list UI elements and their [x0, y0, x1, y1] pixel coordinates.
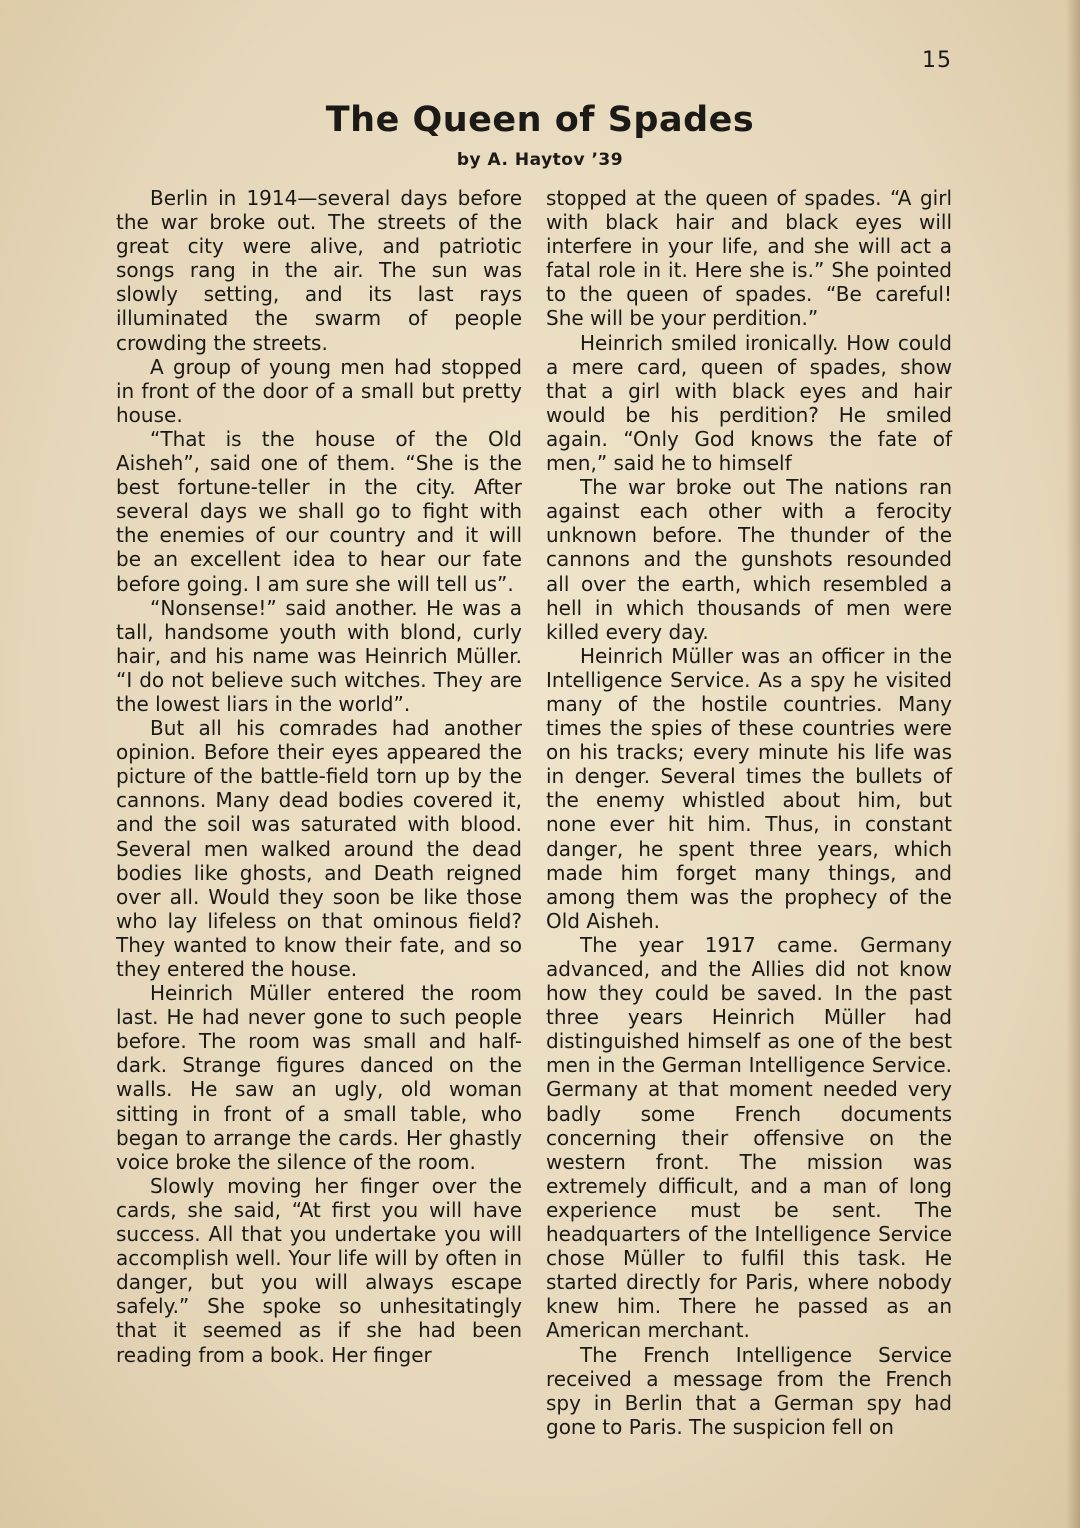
- paragraph-continuation: stopped at the queen of spades. “A girl with black hair and black eyes will interfere in your life, and she will act a fatal role in it. Here she is.” She pointed to the queen of spades. “Be careful! She will be your perdition.”: [546, 186, 952, 331]
- paragraph: Heinrich Müller entered the room last. He had never gone to such people before. The room was small and half-dark. Strange figures danced on the walls. He saw an ugly, old woman sitting in front of a small table, who began to arrange the cards. Her ghastly voice broke the silence of the room.: [116, 981, 522, 1174]
- paragraph: A group of young men had stopped in front of the door of a small but pretty house.: [116, 354, 522, 427]
- paragraph: “Nonsense!” said another. He was a tall, handsome youth with blond, curly hair, and his name was Heinrich Müller. “I do not believe such witches. They are the lowest liars in the world”.: [116, 595, 522, 716]
- article-title: The Queen of Spades: [325, 100, 755, 140]
- article-byline: by A. Haytov ’39: [456, 150, 624, 170]
- page-number: 15: [922, 48, 952, 73]
- right-column: [546, 186, 952, 1439]
- paragraph: The war broke out The nations ran against each other with a ferocity unknown before. The thunder of the cannons and the gunshots resounded all over the earth, which resembled a hell in which thousands of men were killed every day.: [546, 475, 952, 644]
- paragraph: The French Intelligence Service received a message from the French spy in Berlin that a German spy had gone to Paris. The suspicion fell on: [546, 1342, 952, 1439]
- paragraph: The year 1917 came. Germany advanced, and the Allies did not know how they could be saved. In the past three years Heinrich Müller had distinguished himself as one of the best men in the German Intelligence Service. Germany at that moment needed very badly some French documents concerning their offensive on the western front. The mission was extremely difficult, and a man of long experience must be sent. The headquarters of the Intelligence Service chose Müller to fulfil this task. He started directly for Paris, where nobody knew him. There he passed as an American merchant.: [546, 932, 952, 1343]
- paragraph: “That is the house of the Old Aisheh”, said one of them. “She is the best fortune-teller in the city. After several days we shall go to fight with the enemies of our country and it will be an excellent idea to hear our fate before going. I am sure she will tell us”.: [116, 426, 522, 596]
- paragraph: Heinrich smiled ironically. How could a mere card, queen of spades, show that a girl with black eyes and hair would be his perdition? He smiled again. “Only God knows the fate of men,” said he to himself: [546, 330, 952, 476]
- paragraph: But all his comrades had another opinion. Before their eyes appeared the picture of the battle-field torn up by the cannons. Many dead bodies covered it, and the soil was saturated with blood. Several men walked around the dead bodies like ghosts, and Death reigned over all. Would they soon be like those who lay lifeless on that ominous field? They wanted to know their fate, and so they entered the house.: [116, 716, 522, 981]
- paragraph: Berlin in 1914—several days before the war broke out. The streets of the great city were alive, and patriotic songs rang in the air. The sun was slowly setting, and its last rays illuminated the swarm of people crowding the streets.: [116, 186, 522, 355]
- paragraph: Slowly moving her finger over the cards, she said, “At first you will have success. All that you undertake you will accomplish well. Your life will by often in danger, but you will always escape safely.” She spoke so unhesitatingly that it seemed as if she had been reading from a book. Her finger: [116, 1173, 522, 1367]
- paragraph: Heinrich Müller was an officer in the Intelligence Service. As a spy he visited many of the hostile countries. Many times the spies of these countries were on his tracks; every minute his life was in denger. Several times the bullets of the enemy whistled about him, but none ever hit him. Thus, in constant danger, he spent three years, which made him forget many things, and among them was the prophecy of the Old Aisheh.: [546, 643, 952, 933]
- left-column: [116, 186, 522, 1367]
- page-edge-shadow: [1066, 0, 1080, 1528]
